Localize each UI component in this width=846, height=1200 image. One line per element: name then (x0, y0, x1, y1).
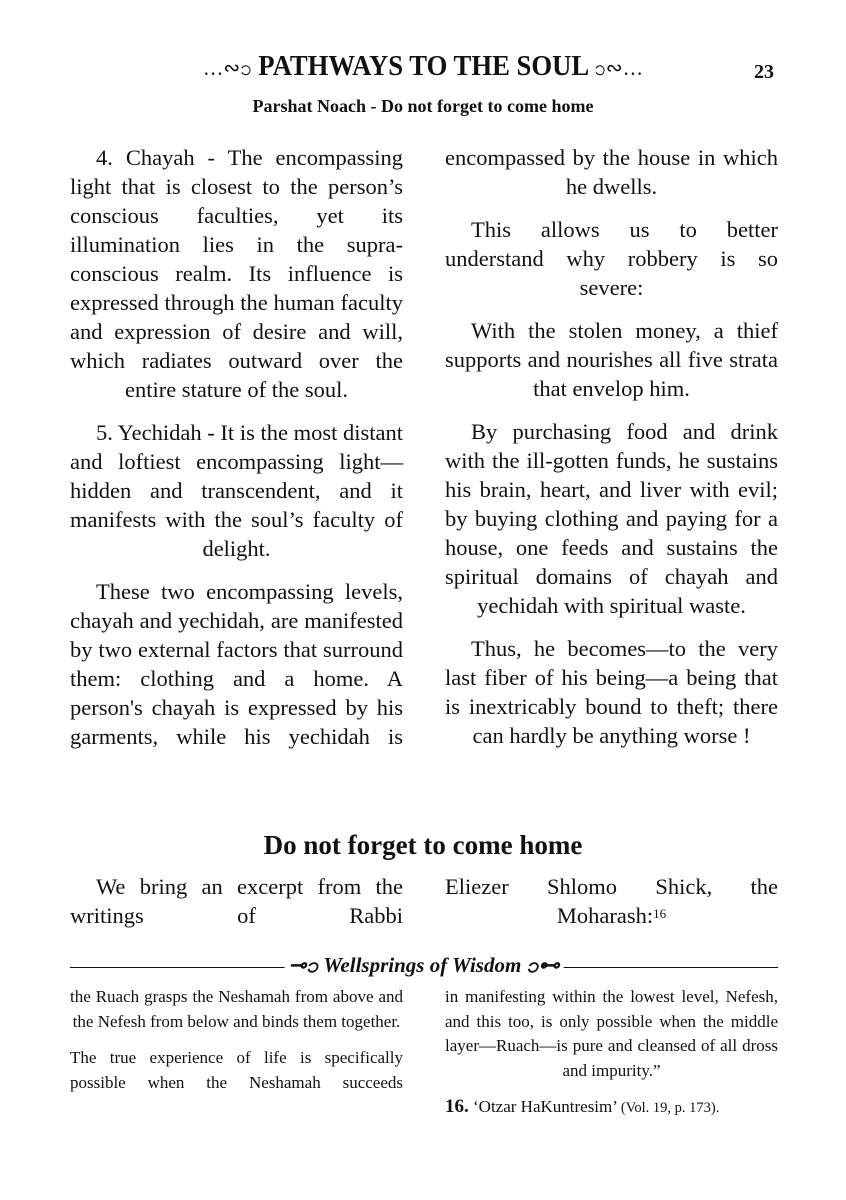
footnote-ref: 16 (653, 906, 667, 921)
left-column (70, 143, 403, 765)
paragraph: This allows us to better understand why robbery is so severe: (445, 217, 778, 300)
paragraph: We bring an excerpt from the writings of Rabbi (70, 874, 403, 928)
footnote (445, 1095, 778, 1121)
footnote-detail: (Vol. 19, p. 173). (620, 1100, 720, 1116)
ornament-right-icon: ၥ∾… (594, 55, 643, 80)
wellsprings-right (445, 985, 778, 1133)
footnote-number: 16. (445, 1096, 469, 1117)
footnote-source: ‘Otzar HaKuntresim’ (473, 1097, 617, 1116)
chapter-subtitle: Parshat Noach - Do not forget to come home (252, 96, 594, 116)
paragraph: 4. Chayah - The encompassing light that is closest to the person’s conscious faculties, yet its illumination lies in the supra-conscious realm. Its influence is expressed through the human faculty and expression of desire and will, which radiates outward over the entire stature of the soul. (70, 145, 403, 402)
section-right (445, 872, 778, 944)
page-number: 23 (754, 61, 774, 83)
paragraph: With the stolen money, a thief supports and nourishes all five strata that envelop him. (445, 318, 778, 401)
paragraph: encompassed by the house in which he dwells. (445, 145, 778, 199)
paragraph: 5. Yechidah - It is the most distant and loftiest encompassing light—hidden and transcendent, and it manifests with the soul’s faculty of delight. (70, 420, 403, 561)
wellsprings-text: Wellsprings of Wisdom (323, 953, 522, 977)
running-header (34, 50, 812, 86)
paragraph (445, 872, 778, 930)
right-column (445, 143, 778, 764)
section-left (70, 872, 403, 944)
section-title: Do not forget to come home (263, 830, 583, 860)
paragraph-text: Eliezer Shlomo Shick, the Moharash: (445, 874, 778, 928)
wellsprings-divider (70, 955, 778, 979)
paragraph: in manifesting within the lowest level, Nefesh, and this too, is only possible when the middle layer—Ruach—is pure and cleansed of all dross and impurity.” (445, 987, 778, 1080)
paragraph: Thus, he becomes—to the very last fiber of his being—a being that is inextricably bound to theft; there can hardly be anything worse ! (445, 636, 778, 748)
paragraph: By purchasing food and drink with the ill-gotten funds, he sustains his brain, heart, and liver with evil; by buying clothing and paying for a house, one feeds and sustains the spiritual domains of chayah and yechidah with spiritual waste. (445, 419, 778, 618)
paragraph: These two encompassing levels, chayah and yechidah, are manifested by two external factors that surround them: clothing and a home. A person's chayah is expressed by his garments, while his yechidah is (70, 579, 403, 749)
paragraph: The true experience of life is specifically possible when the Neshamah succeeds (70, 1048, 403, 1092)
ornament-left-icon: …∾ၥ (203, 55, 252, 80)
wellsprings-left (70, 985, 403, 1107)
wellsprings-label: ⊸ၥ Wellsprings of Wisdom ၥ⊷ (285, 952, 564, 983)
paragraph: the Ruach grasps the Neshamah from above and the Nefesh from below and binds them together. (70, 987, 403, 1031)
book-title: PATHWAYS TO THE SOUL (258, 50, 588, 82)
